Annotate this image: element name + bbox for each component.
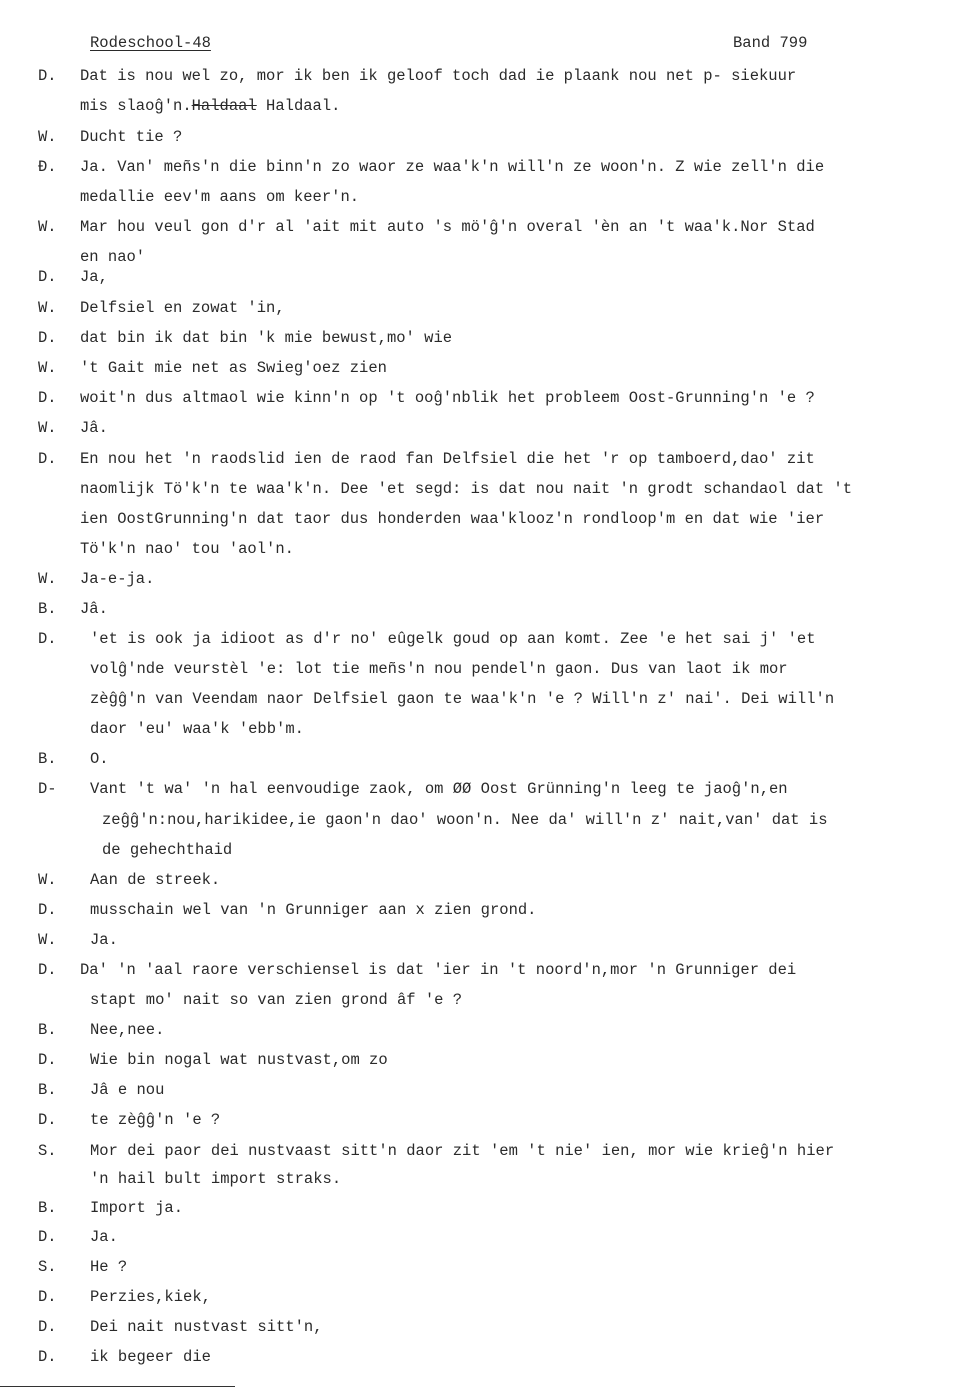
footer-rule — [0, 1386, 235, 1387]
speaker-label: S. — [38, 1258, 57, 1276]
transcript-line: Ja. — [90, 931, 118, 949]
transcript-line: Jâ. — [80, 600, 108, 618]
transcript-line: zeĝĝ'n:nou,harikidee,ie gaon'n dao' woon'n. Nee da' will'n z' nait,van' dat is — [102, 811, 828, 829]
transcript-line: Ja-e-ja. — [80, 570, 155, 588]
transcript-line: dat bin ik dat bin 'k mie bewust,mo' wie — [80, 329, 453, 347]
speaker-label: D- — [38, 780, 57, 798]
transcript-line: Delfsiel en zowat 'in, — [80, 299, 285, 317]
speaker-label: W. — [38, 871, 57, 889]
document-id: Rodeschool-48 — [90, 34, 211, 52]
speaker-label: W. — [38, 218, 57, 236]
speaker-label: W. — [38, 419, 57, 437]
transcript-line: Jâ. — [80, 419, 108, 437]
transcript-line: Vant 't wa' 'n hal eenvoudige zaok, om ØØ Oost Grünning'n leeg te jaoĝ'n,en — [90, 780, 788, 798]
speaker-label: W. — [38, 570, 57, 588]
speaker-label: S. — [38, 1142, 57, 1160]
speaker-label: W. — [38, 359, 57, 377]
transcript-line: de gehechthaid — [102, 841, 233, 859]
transcript-line: stapt mo' nait so van zien grond âf 'e ? — [90, 991, 463, 1009]
transcript-line: Dat is nou wel zo, mor ik ben ik geloof toch dad ie plaank nou net p- siekuur — [80, 67, 797, 85]
transcript-line: zèĝĝ'n van Veendam naor Delfsiel gaon te waa'k'n 'e ? Will'n z' nai'. Dei will'n — [90, 690, 835, 708]
speaker-label: D. — [38, 1348, 57, 1366]
transcript-line: 'n hail bult import straks. — [90, 1170, 342, 1188]
transcript-line: He ? — [90, 1258, 128, 1276]
struck-text: Haldaal — [191, 97, 257, 115]
transcript-line: Dei nait nustvast sitt'n, — [90, 1318, 323, 1336]
speaker-label: D. — [38, 268, 57, 286]
transcript-line: Mar hou veul gon d'r al 'ait mit auto 's mö'ĝ'n overal 'èn an 't waa'k.Nor Stad — [80, 218, 815, 236]
speaker-label: W. — [38, 299, 57, 317]
speaker-label: B. — [38, 600, 57, 618]
transcript-line: Jâ e nou — [90, 1081, 165, 1099]
line-text: Haldaal. — [256, 97, 341, 115]
transcript-line: ik begeer die — [90, 1348, 211, 1366]
transcript-line: volĝ'nde veurstèl 'e: lot tie meñs'n nou pendel'n gaon. Dus van laot ik mor — [90, 660, 788, 678]
speaker-label: D. — [38, 67, 57, 85]
speaker-label: B. — [38, 1081, 57, 1099]
transcript-line: En nou het 'n raodslid ien de raod fan Delfsiel die het 'r op tamboerd,dao' zit — [80, 450, 815, 468]
speaker-label: W. — [38, 128, 57, 146]
transcript-line: woit'n dus altmaol wie kinn'n op 't ooĝ'nblik het probleem Oost-Grunning'n 'e ? — [80, 389, 815, 407]
speaker-label: D. — [38, 450, 57, 468]
transcript-line: Ducht tie ? — [80, 128, 183, 146]
speaker-label: B. — [38, 1021, 57, 1039]
transcript-line: Ja, — [80, 268, 108, 286]
transcript-line: Ja. — [90, 1228, 118, 1246]
speaker-label: D. — [38, 901, 57, 919]
transcript-line: musschain wel van 'n Grunniger aan x zien grond. — [90, 901, 537, 919]
transcript-line — [80, 97, 340, 115]
transcript-line: te zèĝĝ'n 'e ? — [90, 1111, 221, 1129]
transcript-line: en nao' — [80, 248, 146, 266]
transcript-line: Perzies,kiek, — [90, 1288, 211, 1306]
speaker-label: B. — [38, 1199, 57, 1217]
transcript-line: Da' 'n 'aal raore verschiensel is dat 'ier in 't noord'n,mor 'n Grunniger dei — [80, 961, 797, 979]
speaker-label: D. — [38, 389, 57, 407]
speaker-label: D. — [38, 630, 57, 648]
transcript-line: Ja. Van' meñs'n die binn'n zo waor ze waa'k'n will'n ze woon'n. Z wie zell'n die — [80, 158, 825, 176]
transcript-line: Nee,nee. — [90, 1021, 165, 1039]
tape-number: Band 799 — [733, 34, 808, 52]
speaker-label: D. — [38, 1051, 57, 1069]
speaker-label: D. — [38, 1228, 57, 1246]
speaker-label: D. — [38, 1111, 57, 1129]
transcript-line: medallie eev'm aans om keer'n. — [80, 188, 360, 206]
transcript-line: ien OostGrunning'n dat taor dus honderden waa'klooz'n rondloop'm en dat wie 'ier — [80, 510, 825, 528]
speaker-label: W. — [38, 931, 57, 949]
speaker-label: B. — [38, 750, 57, 768]
transcript-line: Wie bin nogal wat nustvast,om zo — [90, 1051, 388, 1069]
speaker-label: D. — [38, 329, 57, 347]
transcript-line: daor 'eu' waa'k 'ebb'm. — [90, 720, 304, 738]
transcript-line: Import ja. — [90, 1199, 184, 1217]
transcript-line: 'et is ook ja idioot as d'r no' eûgelk goud op aan komt. Zee 'e het sai j' 'et — [90, 630, 816, 648]
speaker-label: D. — [38, 1288, 57, 1306]
transcript-line: Tö'k'n nao' tou 'aol'n. — [80, 540, 294, 558]
transcript-line: 't Gait mie net as Swieg'oez zien — [80, 359, 387, 377]
speaker-label: D. — [38, 1318, 57, 1336]
transcript-line: O. — [90, 750, 109, 768]
speaker-label: D. — [38, 961, 57, 979]
transcript-line: naomlijk Tö'k'n te waa'k'n. Dee 'et segd: is dat nou nait 'n grodt schandaol dat 't — [80, 480, 853, 498]
transcript-line: Aan de streek. — [90, 871, 221, 889]
speaker-label: Ð. — [38, 158, 57, 176]
transcript-line: Mor dei paor dei nustvaast sitt'n daor zit 'em 't nie' ien, mor wie krieĝ'n hier — [90, 1142, 835, 1160]
line-text: mis slaoĝ'n. — [80, 97, 192, 115]
